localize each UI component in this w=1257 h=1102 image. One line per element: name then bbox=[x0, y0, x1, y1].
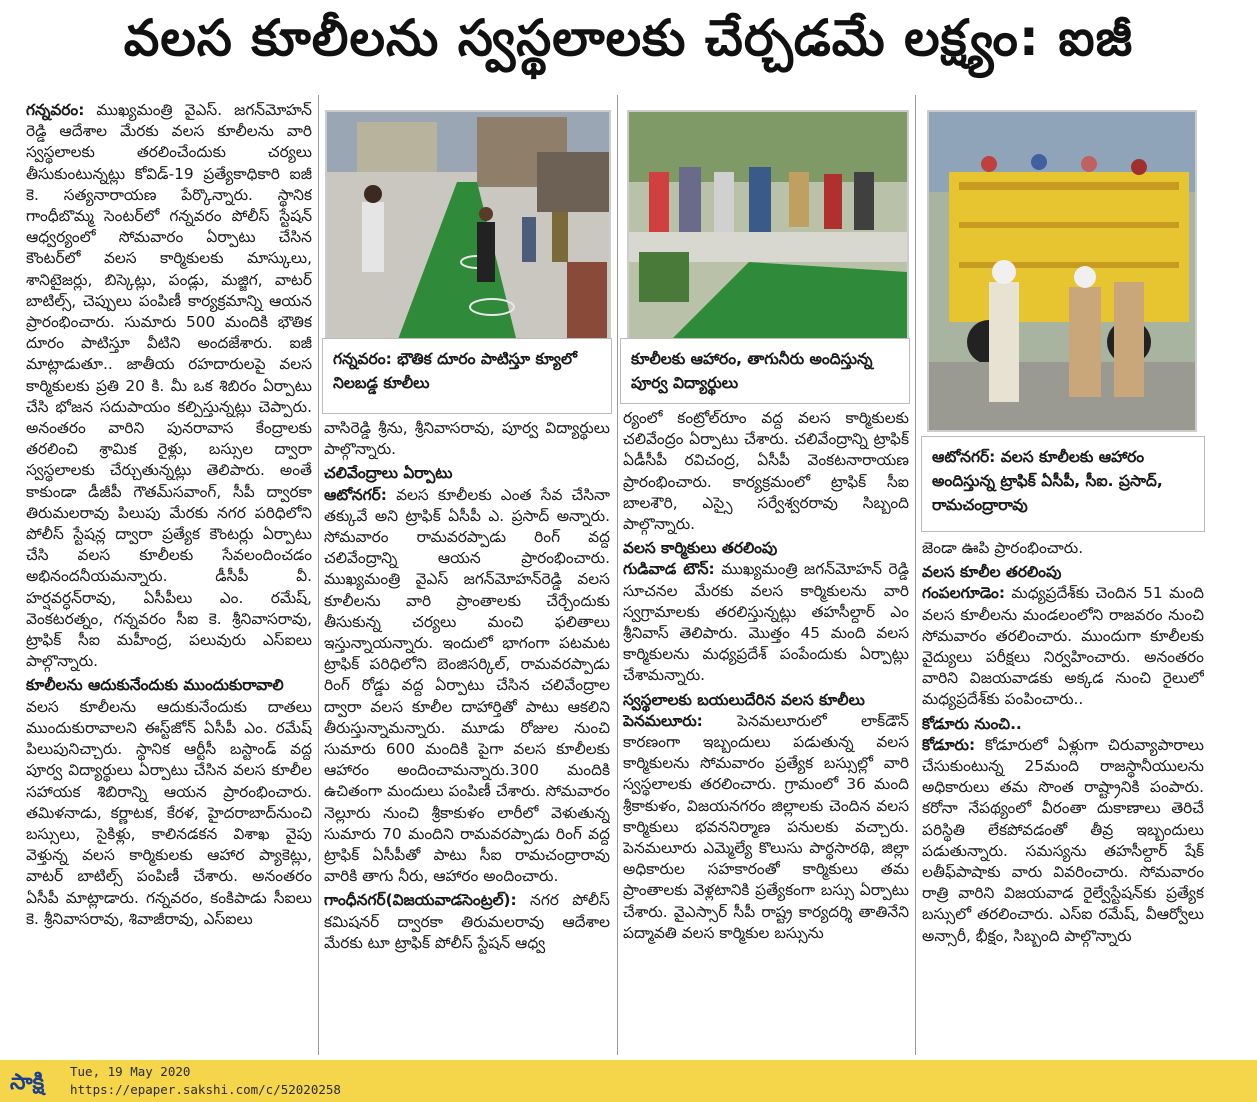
body-text: ముఖ్యమంత్రి వైఎస్. జగన్‌మోహన్ రెడ్డి ఆదేశాల మేరకు వలస కూలీలను వారి స్వస్థలాలకు తరలించేందుకు చర్యలు తీసుకుంటున్నట్లు కోవిడ్-19 ప్రత్యేకాధికారి ఐజీ కె. సత్యనారాయణ పేర్కొన్నారు. స్థానిక గాంధీబొమ్మ సెంటర్‌లో గన్నవరం పోలీస్ స్టేషన్ ఆధ్వర్యంలో సోమవారం ఏర్పాటు చేసిన కౌంటర్‌లో వలస కార్మికులకు మాస్కులు, శానిటైజర్లు, బిస్కెట్లు, పండ్లు, మజ్జిగ, వాటర్ బాటిల్స్, చెప్పులు పంపిణీ కార్యక్రమాన్ని ఆయన ప్రారంభించారు. సుమారు 500 మందికి భౌతిక దూరం పాటిస్తూ వీటిని అందజేశారు. ఐజీ మాట్లాడుతూ.. జాతీయ రహదారులపై వలస కార్మికులకు ప్రతి 20 కి. మీ ఒక శిబిరం ఏర్పాటు చేసి భోజన సదుపాయం కల్పిస్తున్నట్లు చెప్పారు. అనంతరం వారిని పునరావాస కేంద్రాలకు తరలించి శ్రామిక రైళ్లు, బస్సుల ద్వారా స్వస్థలాలకు చేర్చుతున్నట్లు తెలిపారు. అంతే కాకుండా డీజీపీ గౌతమ్‌సవాంగ్, సీపీ ద్వారకా తిరుమలరావు పిలుపు మేరకు నగర పరిధిలోని పోలీస్ స్టేషన్ల ద్వారా ప్రత్యేక కౌంటర్లు ఏర్పాటు చేసి వలస కూలీలకు సేవలందించడం అభినందనీయమన్నారు. డీసీపీ వీ. హర్షవర్ధన్‌రావు, ఏసీపీలు ఎం. రమేష్, వెంకటరత్నం, గన్నవరం సీఐ కె. శ్రీనివాసరావు, ట్రాఫిక్ సీఐ మహీంద్ర, పలువురు ఎస్ఐలు పాల్గొన్నారు. bbox=[26, 101, 312, 671]
footer-bar bbox=[0, 1060, 1257, 1102]
paragraph bbox=[922, 583, 1204, 710]
article-column-1 bbox=[26, 100, 312, 1058]
dateline: గన్నవరం: bbox=[26, 101, 85, 119]
paragraph bbox=[623, 711, 909, 944]
body-text: కోడూరులో ఏళ్లుగా చిరువ్యాపారాలు చేసుకుంటున్న 25మంది రాజస్థానీయులను అధికారులు తమ సొంత రాష్ట్రానికి పంపారు. కరోనా నేపథ్యంలో వీరంతా దుకాణాలు తెరిచే పరిస్థితి లేకపోవడంతో తీవ్ర ఇబ్బందులు పడుతున్నారు. సమస్యను తహసీల్దార్ షేక్ లతీఫ్‌పాషాకు వారు వివరించారు. సోమవారం రాత్రి వారిని విజయవాడ రైల్వేస్టేషన్‌కు ప్రత్యేక బస్సులో తరలించారు. ఎస్ఐ రమేష్, వీఆర్వోలు అన్సారీ, భీక్షం, సిబ్బంది పాల్గొన్నారు bbox=[922, 735, 1204, 945]
dateline: కోడూరు: bbox=[922, 735, 976, 754]
subheading: చలివేంద్రాలు ఏర్పాటు bbox=[324, 464, 453, 483]
paragraph bbox=[922, 735, 1204, 947]
article-column-2 bbox=[324, 418, 610, 1058]
photo-caption-2: కూలీలకు ఆహారం, తాగునీరు అందిస్తున్న పూర్వ విద్యార్థులు bbox=[620, 338, 910, 404]
body-text: మధ్యప్రదేశ్‌కు చెందిన 51 మంది వలస కూలీలను మండలంలోని రాజవరం నుంచి సోమవారం తరలించారు. ముందుగా కూలీలకు వైద్యులు పరీక్షలు నిర్వహించారు. అనంతరం వారిని విజయవాడకు అక్కడ నుంచి రైలులో మధ్యప్రదేశ్‌కు పంపించారు.. bbox=[922, 584, 1204, 709]
paragraph bbox=[623, 559, 909, 686]
photo-food-image bbox=[629, 112, 907, 342]
subheading: కూలీలను ఆదుకునేందుకు ముందుకురావాలి bbox=[26, 676, 284, 695]
dateline: గంపలగూడెం: bbox=[922, 584, 1006, 603]
photo-lorry-image bbox=[929, 112, 1195, 430]
body-text: వలస కూలీలకు ఎంత సేవ చేసినా తక్కువే అని ట్రాఫిక్ ఏసీపీ ఎ. ప్రసాద్ అన్నారు. సోమవారం రామవరప్పాడు రింగ్ వద్ద చలివేంద్రాన్ని ఆయన ప్రారంభించారు. ముఖ్యమంత్రి వైఎస్ జగన్‌మోహన్‌రెడ్డి వలస కూలీలను వారి ప్రాంతాలకు చేర్చేందుకు తీసుకున్న చర్యలు మంచి ఫలితాలు ఇస్తున్నాయన్నారు. ఇందులో భాగంగా పటమట ట్రాఫిక్ పరిధిలోని బెంజిసర్కిల్, రామవరప్పాడు రింగ్ రోడ్డు వద్ద ఏర్పాటు చేసిన చలివేంద్రాల ద్వారా వలస కూలీల దాహార్తితో పాటు ఆకలిని తీరుస్తున్నామన్నారు. మూడు రోజుల నుంచి సుమారు 600 మందికి పైగా వలస కూలీలకు ఆహారం అందించామన్నారు.300 మందికి ఉచితంగా మందులు పంపిణీ చేశారు. సోమవారం నెల్లూరు నుంచి శ్రీకాకుళం లారీలో వెళుతున్న సుమారు 70 మందిని రామవరప్పాడు రింగ్ వద్ద ట్రాఫిక్ ఏసీపీతో పాటు సీఐ రామచంద్రారావు వారికి తాగు నీరు, ఆహారం అందించారు. bbox=[324, 485, 610, 886]
body-text: పెనమలూరులో లాక్‌డౌన్ కారణంగా ఇబ్బందులు పడుతున్న వలస కార్మికులను సోమవారం ప్రత్యేక బస్సుల్లో వారి స్వస్థలాలకు తరలించారు. గ్రామంలో 36 మంది శ్రీకాకుళం, విజయనగరం జిల్లాలకు చెందిన వలస కార్మికులు భవననిర్మాణ పనులకు వచ్చారు. పెనమలూరు ఎమ్మెల్యే కొలుసు పార్థసారథి, జిల్లా అధికారుల సహకారంతో కార్మికులు తమ ప్రాంతాలకు వెళ్లటానికి ప్రత్యేకంగా బస్సు ఏర్పాటు చేశారు. వైఎస్సార్ సీపీ రాష్ట్ర కార్యదర్శి తాతినేని పద్మావతి వలస కార్మికుల బస్సును bbox=[623, 711, 909, 942]
column-divider bbox=[617, 95, 618, 1055]
photo-food-distribution bbox=[627, 110, 909, 344]
paragraph bbox=[324, 485, 610, 888]
edition-url[interactable]: https://epaper.sakshi.com/c/52020258 bbox=[70, 1082, 341, 1097]
column-divider bbox=[915, 95, 916, 1055]
photo-caption-1: గన్నవరం: భౌతిక దూరం పాటిస్తూ క్యూలో నిలబడ్డ కూలీలు bbox=[322, 338, 612, 414]
column-divider bbox=[318, 95, 319, 1055]
edition-date: Tue, 19 May 2020 bbox=[70, 1064, 191, 1079]
dateline: ఆటోనగర్: bbox=[324, 485, 387, 504]
body-text: నగర పోలీస్ కమిషనర్ ద్వారకా తిరుమలరావు ఆదేశాల మేరకు టూ ట్రాఫిక్ పోలీస్ స్టేషన్ ఆధ్వ bbox=[324, 891, 610, 952]
sakshi-logo[interactable] bbox=[8, 1063, 66, 1099]
dateline: గాంధీనగర్(విజయవాడసెంట్రల్): bbox=[324, 891, 517, 910]
body-text: ముఖ్యమంత్రి జగన్‌మోహన్ రెడ్డి సూచనల మేరకు వలస కార్మికులను వారి స్వగ్రామాలకు తరలిస్తున్నట్లు తహసీల్దార్ ఎం శ్రీనివాస్ తెలిపారు. మొత్తం 45 మంది వలస కార్మికులను మధ్యప్రదేశ్ పంపేందుకు ఏర్పాట్లు చేశామన్నారు. bbox=[623, 560, 909, 685]
paragraph: వలస కూలీలను ఆదుకునేందుకు దాతలు ముందుకురావాలని ఈస్ట్‌జోన్ ఏసీపీ ఎం. రమేష్ పిలుపునిచ్చారు. స్థానిక ఆర్టీసీ బస్టాండ్ వద్ద పూర్వ విద్యార్థులు ఏర్పాటు చేసిన వలస కూలీల సహాయక శిబిరాన్ని ఆయన ప్రారంభించారు. తమిళనాడు, కర్ణాటక, కేరళ, హైదరాబాద్‌నుంచి బస్సులు, సైకిళ్లు, కాలినడకన విశాఖ వైపు వెళ్తున్న వలస కార్మికులకు ఆహార ప్యాకెట్లు, వాటర్ బాటిల్స్ పంపిణీ చేశారు. అనంతరం ఏసీపీ మాట్లాడారు. గన్నవరం, కంకిపాడు సీఐలు కె. శ్రీనివాసరావు, శివాజీరావు, ఎస్ఐలు bbox=[26, 697, 312, 928]
subheading: వలస కూలీల తరలింపు bbox=[922, 563, 1062, 582]
subheading: స్వస్థలాలకు బయలుదేరిన వలస కూలీలు bbox=[623, 690, 865, 709]
article-column-4 bbox=[922, 538, 1204, 1058]
paragraph: ర్యంలో కంట్రోల్‌రూం వద్ద వలస కార్మికులకు చలివేంద్రం ఏర్పాటు చేశారు. చలివేంద్రాన్ని ట్రాఫిక్ ఏడీసీపీ రవిచంద్ర, ఏసీపీ వెంకటనారాయణ ప్రారంభించారు. కార్యక్రమంలో ట్రాఫిక్ సీఐ బాలశౌరి, ఎస్సై సర్వేశ్వరరావు సిబ్బంది పాల్గొన్నారు. bbox=[623, 409, 909, 534]
paragraph bbox=[26, 100, 312, 672]
paragraph: జెండా ఊపి ప్రారంభించారు. bbox=[922, 539, 1084, 557]
photo-queue-image bbox=[327, 112, 609, 342]
photo-queue bbox=[325, 110, 611, 344]
article-column-3 bbox=[623, 408, 909, 1058]
photo-lorry bbox=[927, 110, 1197, 432]
headline: వలస కూలీలను స్వస్థలాలకు చేర్చడమే లక్ష్యం: ఐజీ bbox=[123, 8, 1134, 67]
dateline: పెనమలూరు: bbox=[623, 711, 703, 730]
photo-caption-3: ఆటోనగర్: వలస కూలీలకు ఆహారం అందిస్తున్న ట్రాఫిక్ ఏసీపీ, సీఐ. ప్రసాద్, రామచంద్రారావు bbox=[921, 436, 1205, 532]
svg-text:సాక్షి: సాక్షి bbox=[10, 1070, 45, 1095]
paragraph: వాసిరెడ్డి శ్రీను, శ్రీనివాసరావు, పూర్వ విద్యార్థులు పాల్గొన్నారు. bbox=[324, 419, 610, 459]
subheading: వలస కార్మికులు తరలింపు bbox=[623, 539, 778, 558]
dateline: గుడివాడ టౌన్: bbox=[623, 560, 715, 579]
subheading: కోడూరు నుంచి.. bbox=[922, 714, 1022, 733]
paragraph bbox=[324, 890, 610, 954]
